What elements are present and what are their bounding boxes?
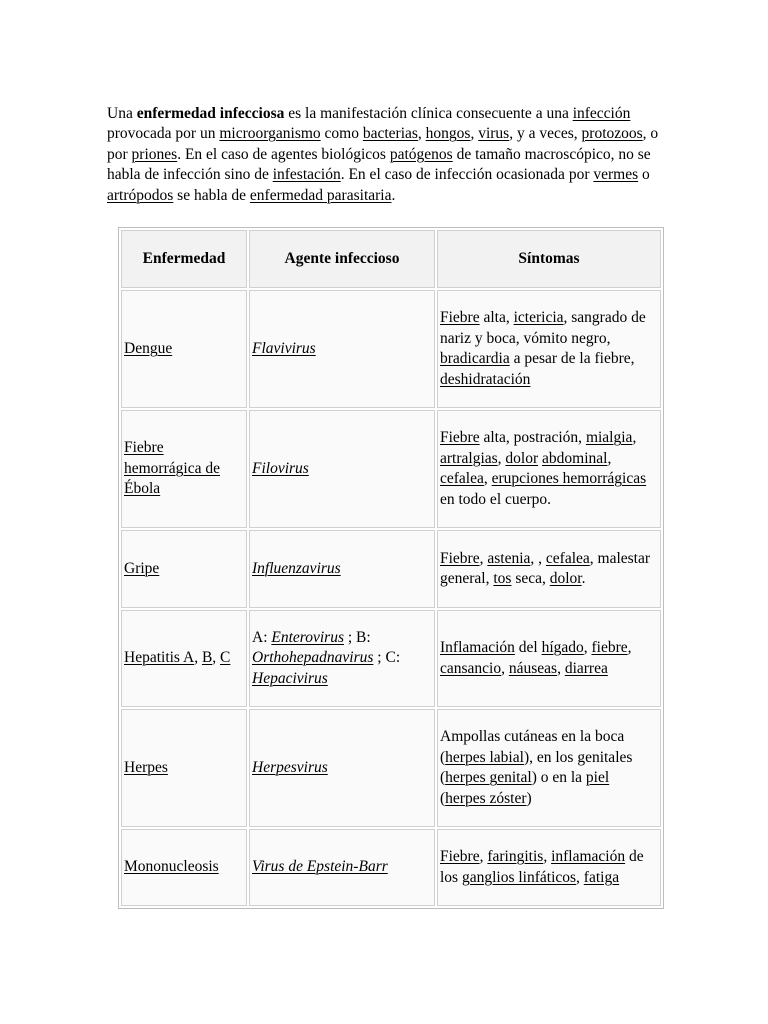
agent-cell: [249, 829, 435, 906]
link-erupciones-hemorragicas[interactable]: erupciones hemorrágicas: [491, 470, 647, 487]
link-inflamacion[interactable]: inflamación: [551, 848, 626, 865]
symptom-text: ,: [607, 449, 612, 467]
link-fatiga[interactable]: fatiga: [583, 868, 620, 886]
table-row: [121, 709, 661, 827]
intro-text: ,: [470, 125, 479, 142]
link-infeccion[interactable]: infección: [572, 104, 631, 122]
link-fiebre[interactable]: Fiebre: [440, 848, 480, 865]
link-piel[interactable]: piel: [585, 769, 610, 786]
header-agente-infeccioso: Agente infeccioso: [249, 230, 435, 288]
link-gripe[interactable]: Gripe: [124, 559, 160, 577]
disease-cell: [121, 530, 247, 608]
symptom-text: ,: [483, 470, 492, 487]
link-hongos[interactable]: hongos: [425, 125, 471, 142]
symptom-text: alta, postración,: [479, 429, 586, 446]
symptom-text: , ,: [530, 549, 546, 567]
intro-text: como: [320, 125, 363, 142]
symptom-text: ,: [583, 639, 592, 656]
link-virus-epstein-barr[interactable]: Virus de Epstein-Barr: [252, 858, 388, 876]
disease-cell: [121, 290, 247, 408]
symptom-text: ,: [576, 868, 584, 886]
intro-text: se habla de: [173, 186, 250, 204]
link-flavivirus[interactable]: Flavivirus: [252, 339, 316, 357]
symptom-text: ,: [497, 449, 506, 467]
link-hepatitis-a[interactable]: Hepatitis A: [124, 649, 195, 667]
disease-cell: [121, 829, 247, 906]
symptom-text: ,: [479, 549, 488, 567]
intro-text: o: [638, 166, 650, 183]
agent-text: A:: [252, 628, 272, 646]
link-influenzavirus[interactable]: Influenzavirus: [252, 559, 341, 577]
link-cansancio[interactable]: cansancio: [440, 659, 502, 677]
link-vermes[interactable]: vermes: [593, 166, 639, 183]
link-dolor[interactable]: dolor: [505, 449, 539, 467]
intro-text: . En el caso de infección ocasionada por: [340, 166, 594, 183]
header-enfermedad: Enfermedad: [121, 230, 247, 288]
disease-cell: [121, 410, 247, 528]
link-faringitis[interactable]: faringitis: [487, 848, 544, 865]
intro-text: de tamaño macroscópico, no se habla de infección sino de: [107, 145, 651, 183]
disease-text: ,: [212, 649, 221, 667]
disease-text: ,: [194, 649, 202, 667]
table-header-row: [121, 230, 661, 288]
link-hepacivirus[interactable]: Hepacivirus: [252, 669, 328, 687]
link-protozoos[interactable]: protozoos: [581, 125, 643, 142]
link-infestacion[interactable]: infestación: [272, 166, 341, 183]
link-fiebre[interactable]: Fiebre: [440, 549, 480, 567]
link-inflamacion[interactable]: Inflamación: [440, 639, 515, 656]
disease-cell: [121, 709, 247, 827]
intro-text: , o por: [107, 125, 659, 163]
symptoms-cell: [437, 829, 661, 906]
link-ebola[interactable]: Fiebre hemorrágica de Ébola: [124, 439, 220, 498]
link-enterovirus[interactable]: Enterovirus: [271, 628, 344, 646]
link-enfermedad-parasitaria[interactable]: enfermedad parasitaria: [249, 186, 392, 204]
link-fiebre[interactable]: fiebre: [591, 639, 628, 656]
agent-text: ; C:: [373, 649, 401, 667]
table-row: [121, 410, 661, 528]
symptom-text: ,: [557, 659, 565, 677]
symptom-text: seca,: [511, 570, 550, 587]
symptoms-cell: [437, 410, 661, 528]
link-herpes-genital[interactable]: herpes genital: [445, 769, 532, 786]
agent-cell: [249, 290, 435, 408]
link-tos[interactable]: tos: [493, 570, 512, 587]
symptoms-cell: [437, 709, 661, 827]
table-row: [121, 829, 661, 906]
link-fiebre[interactable]: Fiebre: [440, 309, 480, 326]
symptom-text: alta,: [479, 309, 514, 326]
link-cefalea[interactable]: cefalea: [545, 549, 590, 567]
agent-cell: [249, 610, 435, 707]
link-mialgia[interactable]: mialgia: [585, 429, 633, 446]
symptom-text: ,: [479, 848, 488, 865]
link-orthohepadnavirus[interactable]: Orthohepadnavirus: [252, 649, 374, 667]
link-bacterias[interactable]: bacterias: [362, 125, 418, 142]
link-astenia[interactable]: astenia: [487, 549, 531, 567]
symptom-text: ,: [627, 639, 632, 656]
symptom-text: del: [514, 639, 542, 656]
link-herpes[interactable]: Herpes: [124, 758, 168, 776]
agent-text: ; B:: [344, 628, 371, 646]
link-herpes-zoster[interactable]: herpes zóster: [445, 789, 527, 807]
link-dolor[interactable]: dolor: [549, 570, 582, 587]
symptoms-cell: [437, 530, 661, 608]
link-ictericia[interactable]: ictericia: [513, 309, 564, 326]
link-hepatitis-c[interactable]: C: [220, 649, 231, 667]
symptom-text: ): [526, 789, 532, 807]
intro-text: ,: [417, 125, 426, 142]
intro-text: provocada por un: [107, 125, 220, 142]
link-patogenos[interactable]: patógenos: [389, 145, 453, 163]
table-row: [121, 610, 661, 707]
agent-cell: [249, 410, 435, 528]
link-fiebre[interactable]: Fiebre: [440, 429, 480, 446]
link-herpesvirus[interactable]: Herpesvirus: [252, 758, 328, 776]
link-abdominal[interactable]: abdominal: [542, 449, 608, 467]
symptom-text: , malestar general,: [440, 549, 651, 587]
agent-cell: [249, 709, 435, 827]
link-priones[interactable]: priones: [131, 145, 178, 163]
symptom-text: ,: [501, 659, 509, 677]
intro-paragraph: [107, 104, 667, 207]
link-hepatitis-b[interactable]: B: [201, 649, 213, 667]
symptom-text: ), en los genitales (: [440, 748, 633, 786]
link-nauseas[interactable]: náuseas: [508, 659, 558, 677]
intro-text: , y a veces,: [509, 125, 582, 142]
symptom-text: a pesar de la fiebre,: [509, 350, 635, 367]
term-enfermedad-infecciosa: enfermedad infecciosa: [136, 104, 285, 122]
table-row: [121, 290, 661, 408]
diseases-table: [118, 227, 664, 909]
link-bradicardia[interactable]: bradicardia: [440, 350, 510, 367]
link-artropodos[interactable]: artrópodos: [107, 186, 174, 204]
link-deshidratacion[interactable]: deshidratación: [440, 370, 531, 388]
symptom-text: ,: [632, 429, 637, 446]
symptom-text: de los: [440, 848, 644, 886]
intro-text: es la manifestación clínica consecuente a una: [284, 104, 573, 122]
link-mononucleosis[interactable]: Mononucleosis: [124, 858, 219, 876]
link-dengue[interactable]: Dengue: [124, 339, 173, 357]
link-artralgias[interactable]: artralgias: [440, 449, 498, 467]
symptom-text: en todo el cuerpo.: [440, 490, 552, 508]
link-virus[interactable]: virus: [478, 125, 510, 142]
symptoms-cell: [437, 290, 661, 408]
link-cefalea[interactable]: cefalea: [440, 470, 484, 487]
symptoms-cell: [437, 610, 661, 707]
intro-text: . En el caso de agentes biológicos: [177, 145, 390, 163]
link-ganglios-linfaticos[interactable]: ganglios linfáticos: [461, 868, 577, 886]
symptom-text: , sangrado de nariz y boca, vómito negro,: [440, 309, 646, 347]
link-diarrea[interactable]: diarrea: [564, 659, 608, 677]
symptom-text: .: [581, 570, 586, 587]
intro-text: Una: [107, 104, 137, 122]
link-herpes-labial[interactable]: herpes labial: [445, 748, 524, 766]
link-microorganismo[interactable]: microorganismo: [219, 125, 321, 142]
symptom-text: Ampollas cutáneas en la boca (: [440, 728, 625, 766]
agent-cell: [249, 530, 435, 608]
disease-cell: [121, 610, 247, 707]
symptom-text: ,: [543, 848, 552, 865]
link-higado[interactable]: hígado: [541, 639, 584, 656]
header-sintomas: Síntomas: [437, 230, 661, 288]
symptom-text: (: [440, 789, 446, 807]
intro-text: .: [391, 186, 396, 204]
symptom-text: ) o en la: [531, 769, 586, 786]
table-row: [121, 530, 661, 608]
link-filovirus[interactable]: Filovirus: [252, 459, 309, 477]
